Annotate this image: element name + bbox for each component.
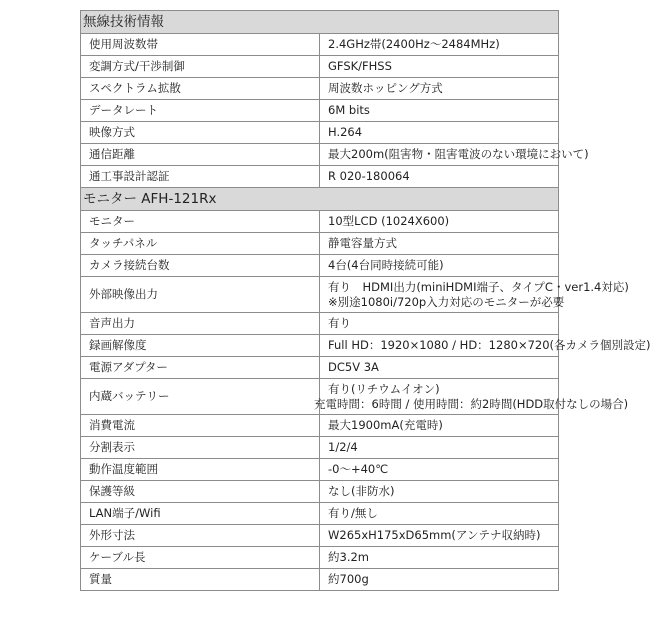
row-label: 通工事設計認証 [81, 166, 320, 188]
row-value: 1/2/4 [320, 437, 559, 459]
table-row [81, 233, 559, 255]
row-value: なし(非防水) [320, 481, 559, 503]
row-value: W265xH175xD65mm(アンテナ収納時) [320, 525, 559, 547]
row-label: 変調方式/干渉制御 [81, 56, 320, 78]
row-label: データレート [81, 100, 320, 122]
section-title: 無線技術情報 [81, 11, 559, 34]
table-row [81, 379, 559, 415]
table-row [81, 144, 559, 166]
row-value: 約3.2m [320, 547, 559, 569]
row-value: 10型LCD (1024X600) [320, 211, 559, 233]
row-label: LAN端子/Wifi [81, 503, 320, 525]
table-row [81, 255, 559, 277]
row-value [320, 277, 629, 313]
row-value: 有り [320, 313, 559, 335]
row-value: DC5V 3A [320, 357, 559, 379]
row-label: カメラ接続台数 [81, 255, 320, 277]
row-value: 最大1900mA(充電時) [320, 415, 559, 437]
table-row [81, 100, 559, 122]
table-row [81, 56, 559, 78]
row-label: モニター [81, 211, 320, 233]
row-value: Full HD：1920×1080 / HD：1280×720(各カメラ個別設定) [320, 335, 559, 357]
section-header-wireless [81, 11, 559, 34]
row-value-line1: 有り HDMI出力(miniHDMI端子、タイプC・ver1.4対応) [328, 279, 629, 294]
row-label: 保護等級 [81, 481, 320, 503]
row-label: 外形寸法 [81, 525, 320, 547]
section-title: モニター AFH-121Rx [81, 188, 559, 211]
row-label: ケーブル長 [81, 547, 320, 569]
table-row [81, 569, 559, 591]
table-row [81, 357, 559, 379]
table-row [81, 313, 559, 335]
table-row [81, 437, 559, 459]
row-label: 動作温度範囲 [81, 459, 320, 481]
spec-table [80, 10, 651, 591]
row-label: 質量 [81, 569, 320, 591]
row-value: 2.4GHz帯(2400Hz～2484MHz) [320, 34, 559, 56]
row-label: 分割表示 [81, 437, 320, 459]
row-value: GFSK/FHSS [320, 56, 559, 78]
row-label: スペクトラム拡散 [81, 78, 320, 100]
row-label: 内蔵バッテリー [81, 379, 320, 415]
table-row [81, 525, 559, 547]
row-value: -0～+40℃ [320, 459, 559, 481]
row-value-line1: 有り(リチウムイオン) [328, 381, 440, 396]
row-value: R 020-180064 [320, 166, 559, 188]
row-value [314, 379, 629, 415]
row-value: 6M bits [320, 100, 559, 122]
row-label: 使用周波数帯 [81, 34, 320, 56]
table-row [81, 211, 559, 233]
row-value-line2: 充電時間：6時間 / 使用時間：約2時間(HDD取付なしの場合) [314, 396, 629, 411]
table-row [81, 277, 559, 313]
row-value: 最大200m(阻害物・阻害電波のない環境において) [320, 144, 559, 166]
row-label: 映像方式 [81, 122, 320, 144]
row-label: タッチパネル [81, 233, 320, 255]
row-value: 4台(4台同時接続可能) [320, 255, 559, 277]
spec-table-container [80, 10, 651, 591]
table-row [81, 122, 559, 144]
row-label: 電源アダプター [81, 357, 320, 379]
table-row [81, 481, 559, 503]
row-value: 周波数ホッピング方式 [320, 78, 559, 100]
table-row [81, 459, 559, 481]
row-value: 約700g [320, 569, 559, 591]
row-label: 録画解像度 [81, 335, 320, 357]
table-row [81, 415, 559, 437]
table-row [81, 335, 559, 357]
row-value-line2: ※別途1080i/720p入力対応のモニターが必要 [328, 294, 565, 309]
row-label: 音声出力 [81, 313, 320, 335]
row-label: 消費電流 [81, 415, 320, 437]
table-row [81, 166, 559, 188]
section-header-monitor [81, 188, 559, 211]
row-label: 外部映像出力 [81, 277, 320, 313]
table-row [81, 78, 559, 100]
table-row [81, 503, 559, 525]
row-value: 静電容量方式 [320, 233, 559, 255]
table-row [81, 547, 559, 569]
row-value: 有り/無し [320, 503, 559, 525]
row-value: H.264 [320, 122, 559, 144]
row-label: 通信距離 [81, 144, 320, 166]
table-row [81, 34, 559, 56]
